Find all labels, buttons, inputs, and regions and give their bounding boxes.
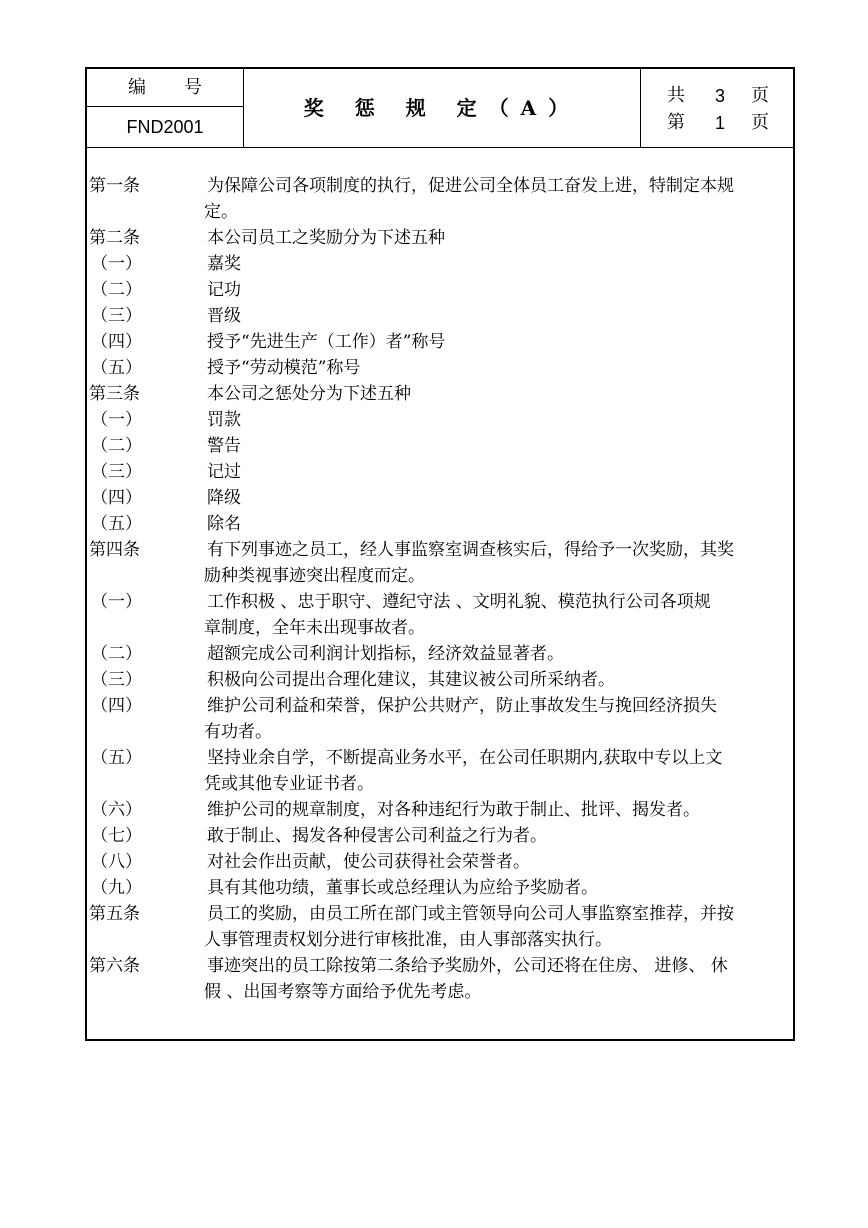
line-text: 超额完成公司利润计划指标，经济效益显著者。 (207, 644, 564, 664)
text-line (87, 693, 793, 719)
line-text: 晋级 (207, 306, 241, 326)
line-text: 敢于制止、揭发各种侵害公司利益之行为者。 (207, 826, 547, 846)
document-title: 奖 惩 规 定（A） (244, 69, 641, 147)
line-label: （八） (91, 852, 142, 872)
document-body (87, 173, 793, 1005)
line-label: （五） (91, 358, 142, 378)
text-line (87, 277, 793, 303)
total-pages: 3 (715, 86, 726, 106)
text-line (87, 641, 793, 667)
current-prefix: 第 (667, 112, 685, 133)
line-label: 第二条 (89, 228, 140, 248)
current-suffix: 页 (751, 112, 769, 133)
text-line (87, 849, 793, 875)
line-text: 嘉奖 (207, 254, 241, 274)
document-frame (85, 67, 795, 1041)
text-line (87, 251, 793, 277)
text-line (87, 485, 793, 511)
line-label: 第一条 (89, 176, 140, 196)
line-text: 有下列事迹之员工，经人事监察室调查核实后，得给予一次奖励，其奖 (207, 540, 734, 560)
text-line (87, 511, 793, 537)
text-line (87, 355, 793, 381)
line-text: 记过 (207, 462, 241, 482)
text-line (87, 329, 793, 355)
line-label: 第三条 (89, 384, 140, 404)
line-text: 除名 (207, 514, 241, 534)
document-header (87, 69, 793, 148)
text-line (87, 823, 793, 849)
line-label: （九） (91, 878, 142, 898)
text-line (87, 901, 793, 927)
line-label: （五） (91, 748, 142, 768)
line-label: 第六条 (89, 956, 140, 976)
line-label: （一） (91, 592, 142, 612)
line-text: 坚持业余自学，不断提高业务水平，在公司任职期内,获取中专以上文 (207, 748, 723, 768)
line-text: 维护公司利益和荣誉，保护公共财产，防止事故发生与挽回经济损失 (207, 696, 717, 716)
line-label: （一） (91, 410, 142, 430)
total-suffix: 页 (751, 85, 769, 106)
total-pages-row (667, 83, 777, 109)
line-text: 工作积极 、忠于职守、遵纪守法 、文明礼貌、模范执行公司各项规 (207, 592, 711, 612)
text-line (87, 433, 793, 459)
line-text: 授予“先进生产（工作）者”称号 (207, 332, 446, 352)
line-label: （二） (91, 436, 142, 456)
text-line (87, 563, 793, 589)
line-label: （三） (91, 462, 142, 482)
line-text: 对社会作出贡献，使公司获得社会荣誉者。 (207, 852, 530, 872)
text-line (87, 667, 793, 693)
text-line (87, 719, 793, 745)
text-line (87, 459, 793, 485)
text-line (87, 797, 793, 823)
current-page-row (667, 110, 777, 136)
line-text: 本公司员工之奖励分为下述五种 (207, 228, 445, 248)
line-text: 警告 (207, 436, 241, 456)
line-label: （三） (91, 306, 142, 326)
text-line (87, 979, 793, 1005)
total-prefix: 共 (667, 85, 685, 106)
line-text: 定。 (204, 202, 238, 222)
text-line (87, 745, 793, 771)
line-label: （二） (91, 280, 142, 300)
line-text: 记功 (207, 280, 241, 300)
text-line (87, 381, 793, 407)
text-line (87, 771, 793, 797)
text-line (87, 173, 793, 199)
line-text: 有功者。 (204, 722, 272, 742)
line-text: 维护公司的规章制度，对各种违纪行为敢于制止、批评、揭发者。 (207, 800, 700, 820)
line-label: （五） (91, 514, 142, 534)
line-text: 章制度，全年未出现事故者。 (204, 618, 425, 638)
line-text: 罚款 (207, 410, 241, 430)
line-text: 积极向公司提出合理化建议，其建议被公司所采纳者。 (207, 670, 615, 690)
line-label: （四） (91, 332, 142, 352)
line-label: （二） (91, 644, 142, 664)
line-label: （一） (91, 254, 142, 274)
page-info-cell (641, 69, 793, 147)
current-page: 1 (715, 113, 726, 133)
line-label: （四） (91, 696, 142, 716)
text-line (87, 537, 793, 563)
line-text: 员工的奖励，由员工所在部门或主管领导向公司人事监察室推荐，并按 (207, 904, 734, 924)
line-text: 具有其他功绩，董事长或总经理认为应给予奖励者。 (207, 878, 598, 898)
text-line (87, 875, 793, 901)
number-label: 编号 (87, 69, 243, 107)
line-label: （七） (91, 826, 142, 846)
text-line (87, 589, 793, 615)
text-line (87, 303, 793, 329)
number-cell (87, 69, 244, 147)
line-text: 为保障公司各项制度的执行，促进公司全体员工奋发上进，特制定本规 (207, 176, 734, 196)
text-line (87, 953, 793, 979)
line-text: 人事管理责权划分进行审核批准，由人事部落实执行。 (204, 930, 612, 950)
line-text: 假 、出国考察等方面给予优先考虑。 (204, 982, 482, 1002)
line-label: （六） (91, 800, 142, 820)
line-label: 第五条 (89, 904, 140, 924)
line-text: 事迹突出的员工除按第二条给予奖励外，公司还将在住房、 进修、 休 (207, 956, 728, 976)
line-text: 励种类视事迹突出程度而定。 (204, 566, 425, 586)
line-text: 降级 (207, 488, 241, 508)
line-text: 凭或其他专业证书者。 (204, 774, 374, 794)
line-text: 本公司之惩处分为下述五种 (207, 384, 411, 404)
text-line (87, 927, 793, 953)
text-line (87, 407, 793, 433)
line-label: 第四条 (89, 540, 140, 560)
document-code: FND2001 (126, 117, 204, 137)
line-label: （三） (91, 670, 142, 690)
line-text: 授予“劳动模范”称号 (207, 358, 361, 378)
text-line (87, 615, 793, 641)
line-label: （四） (91, 488, 142, 508)
text-line (87, 199, 793, 225)
text-line (87, 225, 793, 251)
